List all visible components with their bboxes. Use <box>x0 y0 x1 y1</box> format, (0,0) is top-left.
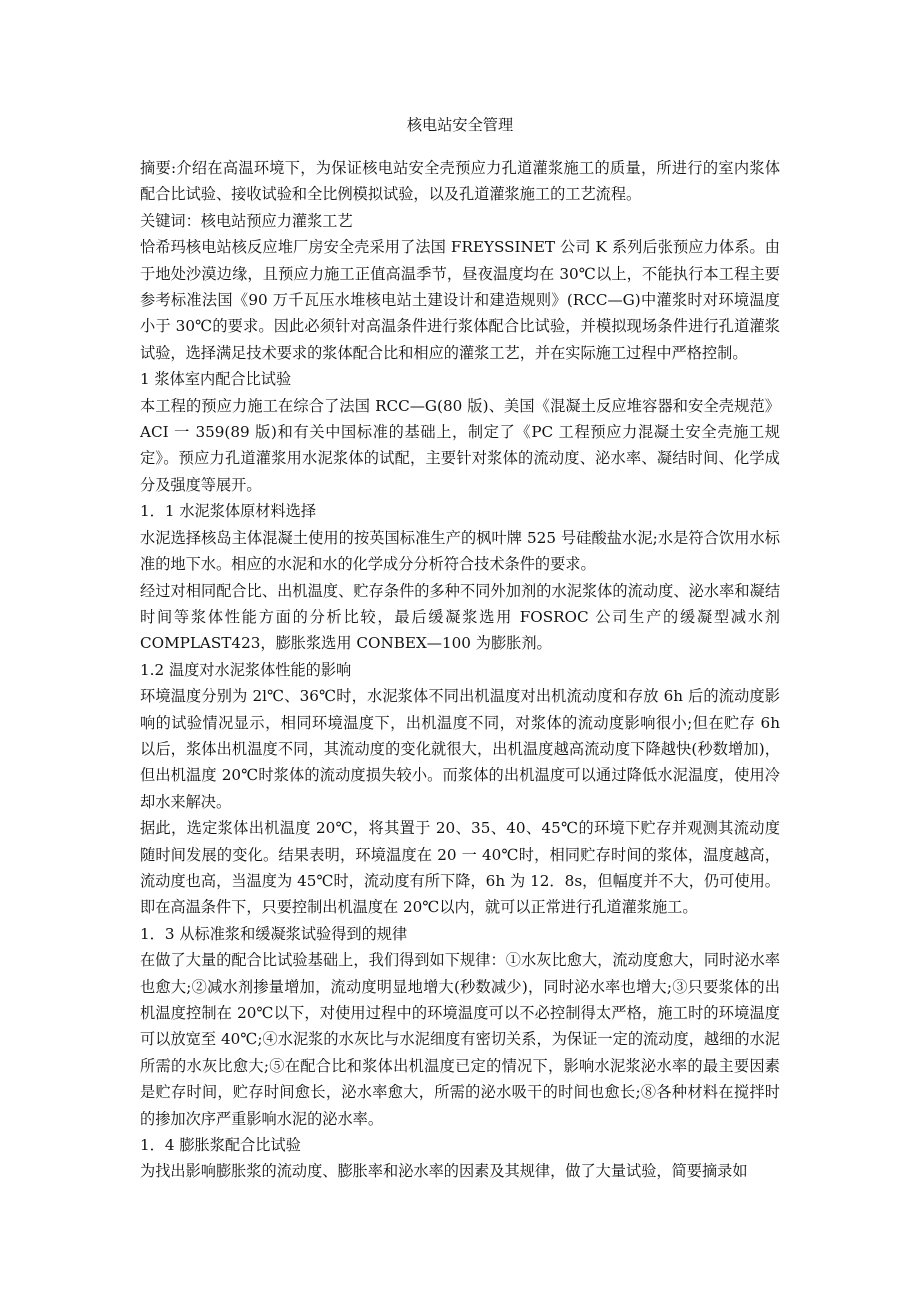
paragraph: 本工程的预应力施工在综合了法国 RCC—G(80 版)、美国《混凝土反应堆容器和安全壳规范》ACI 一 359(89 版)和有关中国标准的基础上，制定了《PC 工程预应力混凝土安全壳施工规定》。预应力孔道灌浆用水泥浆体的试配，主要针对浆体的流动度、泌水率、凝结时间、化学成分及强度等展开。 <box>140 396 780 494</box>
paragraph: 水泥选择核岛主体混凝土使用的按英国标准生产的枫叶牌 525 号硅酸盐水泥;水是符合饮用水标准的地下水。相应的水泥和水的化学成分分析符合技术条件的要求。 <box>140 528 780 574</box>
keywords <box>140 208 780 234</box>
section-heading-1-4: 1．4 膨胀浆配合比试验 <box>140 1136 301 1155</box>
document-page <box>140 112 780 1185</box>
paragraph: 经过对相同配合比、出机温度、贮存条件的多种不同外加剂的水泥浆体的流动度、泌水率和凝结时间等浆体性能方面的分析比较，最后缓凝浆选用 FOSROC 公司生产的缓凝型减水剂 COMPLAST423，膨胀浆选用 CONBEX—100 为膨胀剂。 <box>140 581 780 653</box>
paragraph: 在做了大量的配合比试验基础上，我们得到如下规律：①水灰比愈大，流动度愈大，同时泌水率也愈大;②减水剂掺量增加，流动度明显地增大(秒数减少)，同时泌水率也增大;③只要浆体的出机温度控制在 20℃以下，对使用过程中的环境温度可以不必控制得太严格，施工时的环境温度可以放宽至 40℃;④水泥浆的水灰比与水泥细度有密切关系，为保证一定的流动度，越细的水泥所需的水灰比愈大;⑤在配合比和浆体出机温度已定的情况下，影响水泥浆泌水率的最主要因素是贮存时间，贮存时间愈长，泌水率愈大，所需的泌水吸干的时间也愈长;⑧各种材料在搅拌时的掺加次序严重影响水泥的泌水率。 <box>140 951 780 1128</box>
abstract-label: 摘要 <box>140 159 171 177</box>
keywords-text: ：核电站预应力灌浆工艺 <box>185 211 353 230</box>
section-heading-1-2: 1.2 温度对水泥浆体性能的影响 <box>140 660 352 679</box>
paragraph: 环境温度分别为 2l℃、36℃时，水泥浆体不同出机温度对出机流动度和存放 6h 后的流动度影响的试验情况显示，相同环境温度下，出机温度不同，对浆体的流动度影响很小;但在贮存 6h 以后，浆体出机温度不同，其流动度的变化就很大，出机温度越高流动度下降越快(秒数增加)，但出机温度 20℃时浆体的流动度损失较小。而浆体的出机温度可以通过降低水泥温度，使用冷却水来解决。 <box>140 687 780 811</box>
section-heading-1-1: 1．1 水泥浆体原材料选择 <box>140 502 317 521</box>
paragraph: 为找出影响膨胀浆的流动度、膨胀率和泌水率的因素及其规律，做了大量试验，简要摘录如 <box>140 1162 748 1181</box>
document-title: 核电站安全管理 <box>406 116 514 134</box>
keywords-label: 关键词 <box>140 211 186 230</box>
paragraph: 据此，选定浆体出机温度 20℃，将其置于 20、35、40、45℃的环境下贮存并观测其流动度随时间发展的变化。结果表明，环境温度在 20 一 40℃时，相同贮存时间的浆体，温度越高，流动度也高，当温度为 45℃时，流动度有所下降，6h 为 12．8s，但幅度并不大，仍可使用。即在高温条件下，只要控制出机温度在 20℃以内，就可以正常进行孔道灌浆施工。 <box>140 819 780 917</box>
paragraph-intro: 恰希玛核电站核反应堆厂房安全壳采用了法国 FREYSSINET 公司 K 系列后张预应力体系。由于地处沙漠边缘，且预应力施工正值高温季节，昼夜温度均在 30℃以上，不能执行本工程主要参考标准法国《90 万千瓦压水堆核电站土建设计和建造规则》(RCC—G)中灌浆时对环境温度小于 30℃的要求。因此必须针对高温条件进行浆体配合比试验，并模拟现场条件进行孔道灌浆试验，选择满足技术要求的浆体配合比和相应的灌浆工艺，并在实际施工过程中严格控制。 <box>140 238 780 362</box>
abstract-text: :介绍在高温环境下，为保证核电站安全壳预应力孔道灌浆施工的质量，所进行的室内浆体配合比试验、接收试验和全比例模拟试验，以及孔道灌浆施工的工艺流程。 <box>140 159 781 204</box>
abstract <box>140 155 780 208</box>
section-heading-1: 1 浆体室内配合比试验 <box>140 370 292 389</box>
section-heading-1-3: 1．3 从标准浆和缓凝浆试验得到的规律 <box>140 924 408 943</box>
